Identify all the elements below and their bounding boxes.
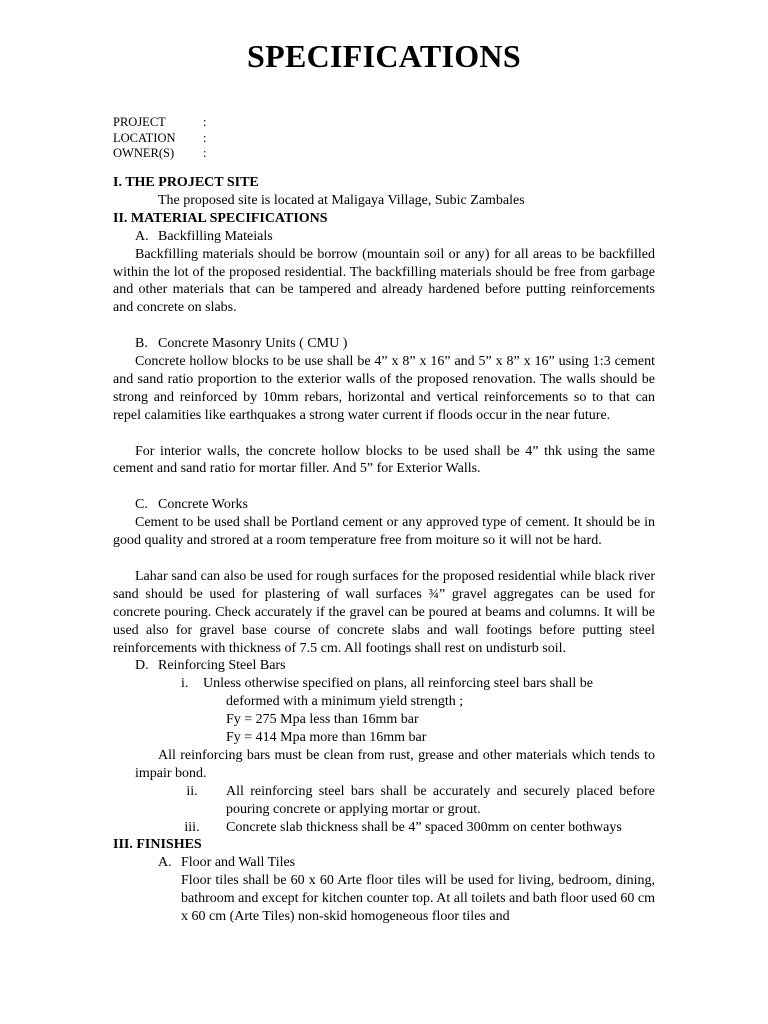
yield-strength-1: Fy = 275 Mpa less than 16mm bar (226, 712, 419, 728)
subsection-heading-concrete-works (113, 496, 655, 514)
meta-row-owner (113, 146, 206, 162)
subsection-heading-steel-bars (113, 657, 655, 675)
project-meta (113, 115, 206, 162)
yield-strength-2: Fy = 414 Mpa more than 16mm bar (226, 730, 427, 746)
spacer (113, 425, 655, 443)
item-number: i. (181, 676, 189, 692)
steel-bars-note: All reinforcing bars must be clean from rust, grease and other materials which tends to impair bond. (135, 747, 655, 781)
subsection-label: A. (135, 228, 149, 244)
meta-separator: : (203, 146, 207, 160)
meta-row-project (113, 115, 206, 131)
subsection-title: Reinforcing Steel Bars (158, 658, 286, 674)
spacer (113, 317, 655, 335)
cmu-paragraph-2: For interior walls, the concrete hollow blocks to be used shall be 4” thk using the same cement and sand ratio for mortar filler. And 5” for Exterior Walls. (113, 443, 655, 477)
item-number: iii. (184, 819, 200, 835)
steel-item-i-continued: deformed with a minimum yield strength ; (226, 694, 464, 710)
item-text: Concrete slab thickness shall be 4” spaced 300mm on center bothways (226, 819, 622, 835)
meta-separator: : (203, 130, 207, 145)
subsection-label: B. (135, 336, 148, 352)
section-heading-material-specs: II. MATERIAL SPECIFICATIONS (113, 210, 328, 226)
backfilling-paragraph: Backfilling materials should be borrow (mountain soil or any) for all areas to be backfilled within the lot of the proposed residential. The backfilling materials should be free from garbage and other materials that can be tampered and already hardened before putting reinforcements and concrete on slabs. (113, 246, 655, 316)
subsection-title: Backfilling Mateials (158, 228, 273, 244)
subsection-label: C. (135, 497, 148, 513)
steel-item-i (113, 675, 655, 693)
meta-separator: : (203, 115, 207, 129)
cmu-paragraph-1: Concrete hollow blocks to be use shall be 4” x 8” x 16” and 5” x 8” x 16” using 1:3 cement and sand ratio proportion to the exterior walls of the proposed renovation. The walls should be strong and reinforced by 10mm rebars, horizontal and vertical reinforcements so to that can repel calamities like earthquakes a strong water current if floods occur in the near future. (113, 354, 655, 423)
subsection-title: Concrete Works (158, 497, 248, 513)
meta-row-location (113, 131, 206, 147)
concrete-paragraph-1: Cement to be used shall be Portland cement or any approved type of cement. It should be in good quality and strored at a room temperature free from moiture so it will not be hard. (113, 515, 655, 549)
item-text: Unless otherwise specified on plans, all reinforcing steel bars shall be (203, 676, 593, 692)
item-text: All reinforcing steel bars shall be accurately and securely placed before pouring concrete or applying mortar or grout. (226, 783, 655, 817)
spacer (113, 478, 655, 496)
document-body (113, 174, 655, 926)
subsection-title: Concrete Masonry Units ( CMU ) (158, 336, 348, 352)
spacer (113, 550, 655, 568)
meta-label: PROJECT (113, 115, 166, 129)
subsection-title: Floor and Wall Tiles (181, 855, 296, 871)
tiles-paragraph: Floor tiles shall be 60 x 60 Arte floor tiles will be used for living, bedroom, dining, bathroom and except for kitchen counter top. At all toilets and bath floor used 60 cm x 60 cm (Arte Tiles) non-skid homogeneous floor tiles and (181, 873, 655, 925)
item-number: ii. (186, 783, 198, 799)
subsection-heading-cmu (113, 335, 655, 353)
concrete-paragraph-2: Lahar sand can also be used for rough surfaces for the proposed residential while black river sand should be used for plastering of wall surfaces ¾” gravel aggregates can be used for concrete pouring. Check accurately if the gravel can be poured at beams and columns. It will be used also for gravel base course of concrete slabs and wall footings before putting steel reinforcements with thickness of 7.5 cm. All footings shall rest on undisturb soil. (113, 568, 655, 656)
steel-item-iii (113, 819, 655, 837)
subsection-heading-backfilling (113, 228, 655, 246)
subsection-label: A. (158, 855, 172, 871)
section-heading-finishes: III. FINISHES (113, 837, 202, 853)
subsection-heading-tiles (113, 854, 655, 872)
meta-label: LOCATION (113, 130, 176, 145)
steel-item-ii (113, 783, 655, 819)
meta-label: OWNER(S) (113, 146, 175, 160)
page-title: SPECIFICATIONS (247, 38, 521, 74)
project-site-text: The proposed site is located at Maligaya Village, Subic Zambales (158, 192, 525, 208)
subsection-label: D. (135, 658, 149, 674)
section-heading-project-site: I. THE PROJECT SITE (113, 175, 259, 190)
